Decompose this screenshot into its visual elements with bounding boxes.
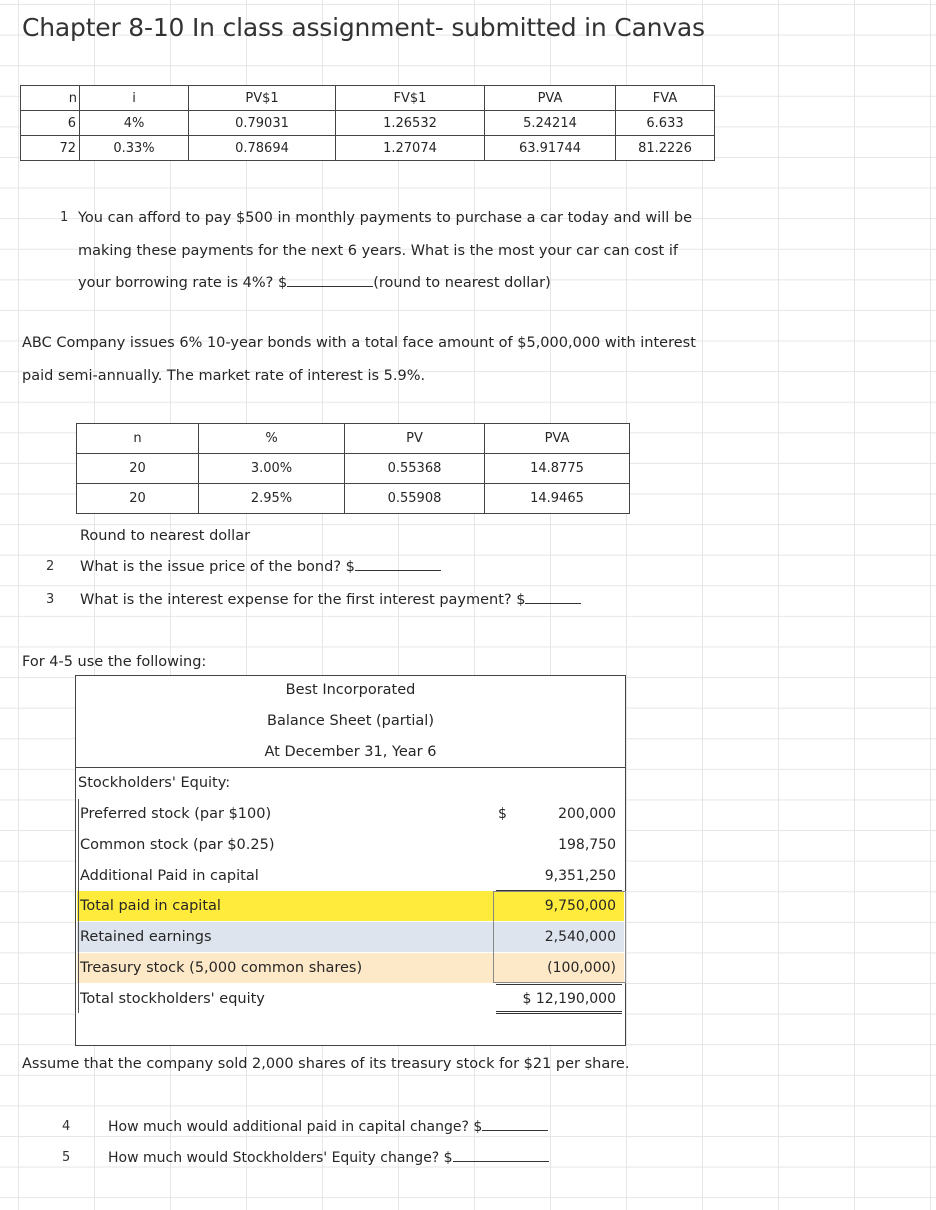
equity-row-label: Retained earnings: [80, 929, 212, 945]
answer-blank[interactable]: [482, 1116, 548, 1131]
header-n: n: [21, 86, 80, 111]
question-3: [80, 585, 581, 615]
question-number: 4: [62, 1119, 71, 1134]
total-rule-top: [496, 984, 622, 985]
assumption-text: Assume that the company sold 2,000 shares of its treasury stock for $21 per share.: [22, 1056, 630, 1072]
question-number: 3: [46, 592, 55, 607]
equity-row-value: 198,750: [558, 837, 616, 853]
answer-blank[interactable]: [525, 589, 581, 604]
tvm-factor-table: [20, 85, 715, 161]
header-pv1: PV$1: [189, 86, 336, 111]
header-pva: PVA: [485, 86, 616, 111]
table-cell: 1.26532: [336, 111, 485, 136]
answer-blank[interactable]: [287, 272, 373, 287]
page-title: Chapter 8-10 In class assignment- submitted in Canvas: [22, 13, 705, 42]
table-row: [77, 454, 630, 484]
table-row: [21, 136, 715, 161]
question-1-line-3: [78, 268, 551, 298]
header-i: i: [80, 86, 189, 111]
equity-row-value: $ 12,190,000: [522, 991, 616, 1007]
question-number: 2: [46, 559, 55, 574]
table-cell: 0.79031: [189, 111, 336, 136]
table-cell: 0.55368: [345, 454, 485, 484]
equity-row-value: 9,750,000: [544, 898, 616, 914]
answer-blank[interactable]: [453, 1147, 549, 1162]
table-cell: 6: [21, 111, 80, 136]
header-pv: PV: [345, 424, 485, 454]
equity-row-label: Treasury stock (5,000 common shares): [80, 960, 363, 976]
bond-description-line-1: ABC Company issues 6% 10-year bonds with a total face amount of $5,000,000 with interest: [22, 335, 696, 351]
equity-row-label: Common stock (par $0.25): [80, 837, 275, 853]
table-cell: 5.24214: [485, 111, 616, 136]
table-cell: 2.95%: [199, 484, 345, 514]
table-cell: 14.8775: [485, 454, 630, 484]
equity-row-value: 200,000: [558, 806, 616, 822]
equity-row-value: (100,000): [547, 960, 616, 976]
label-column-border: [78, 799, 79, 1013]
equity-row-label: Preferred stock (par $100): [80, 806, 272, 822]
equity-row-value: 2,540,000: [544, 929, 616, 945]
table-cell: 6.633: [616, 111, 715, 136]
total-rule-double: [496, 1011, 622, 1014]
table-header-row: [77, 424, 630, 454]
table-cell: 81.2226: [616, 136, 715, 161]
header-pva: PVA: [485, 424, 630, 454]
table-cell: 4%: [80, 111, 189, 136]
header-percent: %: [199, 424, 345, 454]
question-1-line-1: You can afford to pay $500 in monthly payments to purchase a car today and will be: [78, 210, 693, 226]
question-number: 5: [62, 1150, 71, 1165]
round-note: Round to nearest dollar: [80, 528, 251, 544]
bond-description-line-2: paid semi-annually. The market rate of interest is 5.9%.: [22, 368, 426, 384]
table-cell: 0.33%: [80, 136, 189, 161]
table-cell: 1.27074: [336, 136, 485, 161]
table-cell: 72: [21, 136, 80, 161]
table-header-row: [21, 86, 715, 111]
answer-blank[interactable]: [355, 556, 441, 571]
table-cell: 20: [77, 454, 199, 484]
question-5-text: How much would Stockholders' Equity change? $: [108, 1150, 453, 1166]
table-cell: 14.9465: [485, 484, 630, 514]
equity-row-label: Total stockholders' equity: [80, 991, 265, 1007]
equity-row-value: 9,351,250: [544, 868, 616, 884]
table-cell: 63.91744: [485, 136, 616, 161]
question-4-text: How much would additional paid in capital change? $: [108, 1119, 483, 1135]
question-3-text: What is the interest expense for the first interest payment? $: [80, 592, 526, 608]
for-4-5-label: For 4-5 use the following:: [22, 654, 207, 670]
equity-row-label: Total paid in capital: [80, 898, 221, 914]
table-cell: 0.55908: [345, 484, 485, 514]
table-row: [77, 484, 630, 514]
question-1-text: your borrowing rate is 4%? $: [78, 275, 288, 291]
question-4: [108, 1112, 548, 1142]
bond-factor-table: [76, 423, 630, 514]
table-cell: 3.00%: [199, 454, 345, 484]
header-fv1: FV$1: [336, 86, 485, 111]
header-n: n: [77, 424, 199, 454]
question-5: [108, 1143, 549, 1173]
company-name: Best Incorporated: [285, 682, 416, 698]
currency-symbol: $: [498, 806, 507, 822]
equity-row-label: Additional Paid in capital: [80, 868, 259, 884]
question-number: 1: [60, 210, 69, 225]
statement-name: Balance Sheet (partial): [267, 713, 434, 729]
statement-date: At December 31, Year 6: [264, 744, 437, 760]
table-cell: 0.78694: [189, 136, 336, 161]
table-row: [21, 111, 715, 136]
question-2-text: What is the issue price of the bond? $: [80, 559, 355, 575]
section-heading: Stockholders' Equity:: [78, 775, 231, 791]
question-2: [80, 552, 441, 582]
table-cell: 20: [77, 484, 199, 514]
question-1-hint: (round to nearest dollar): [373, 275, 551, 291]
question-1-line-2: making these payments for the next 6 years. What is the most your car can cost if: [78, 243, 678, 259]
header-fva: FVA: [616, 86, 715, 111]
